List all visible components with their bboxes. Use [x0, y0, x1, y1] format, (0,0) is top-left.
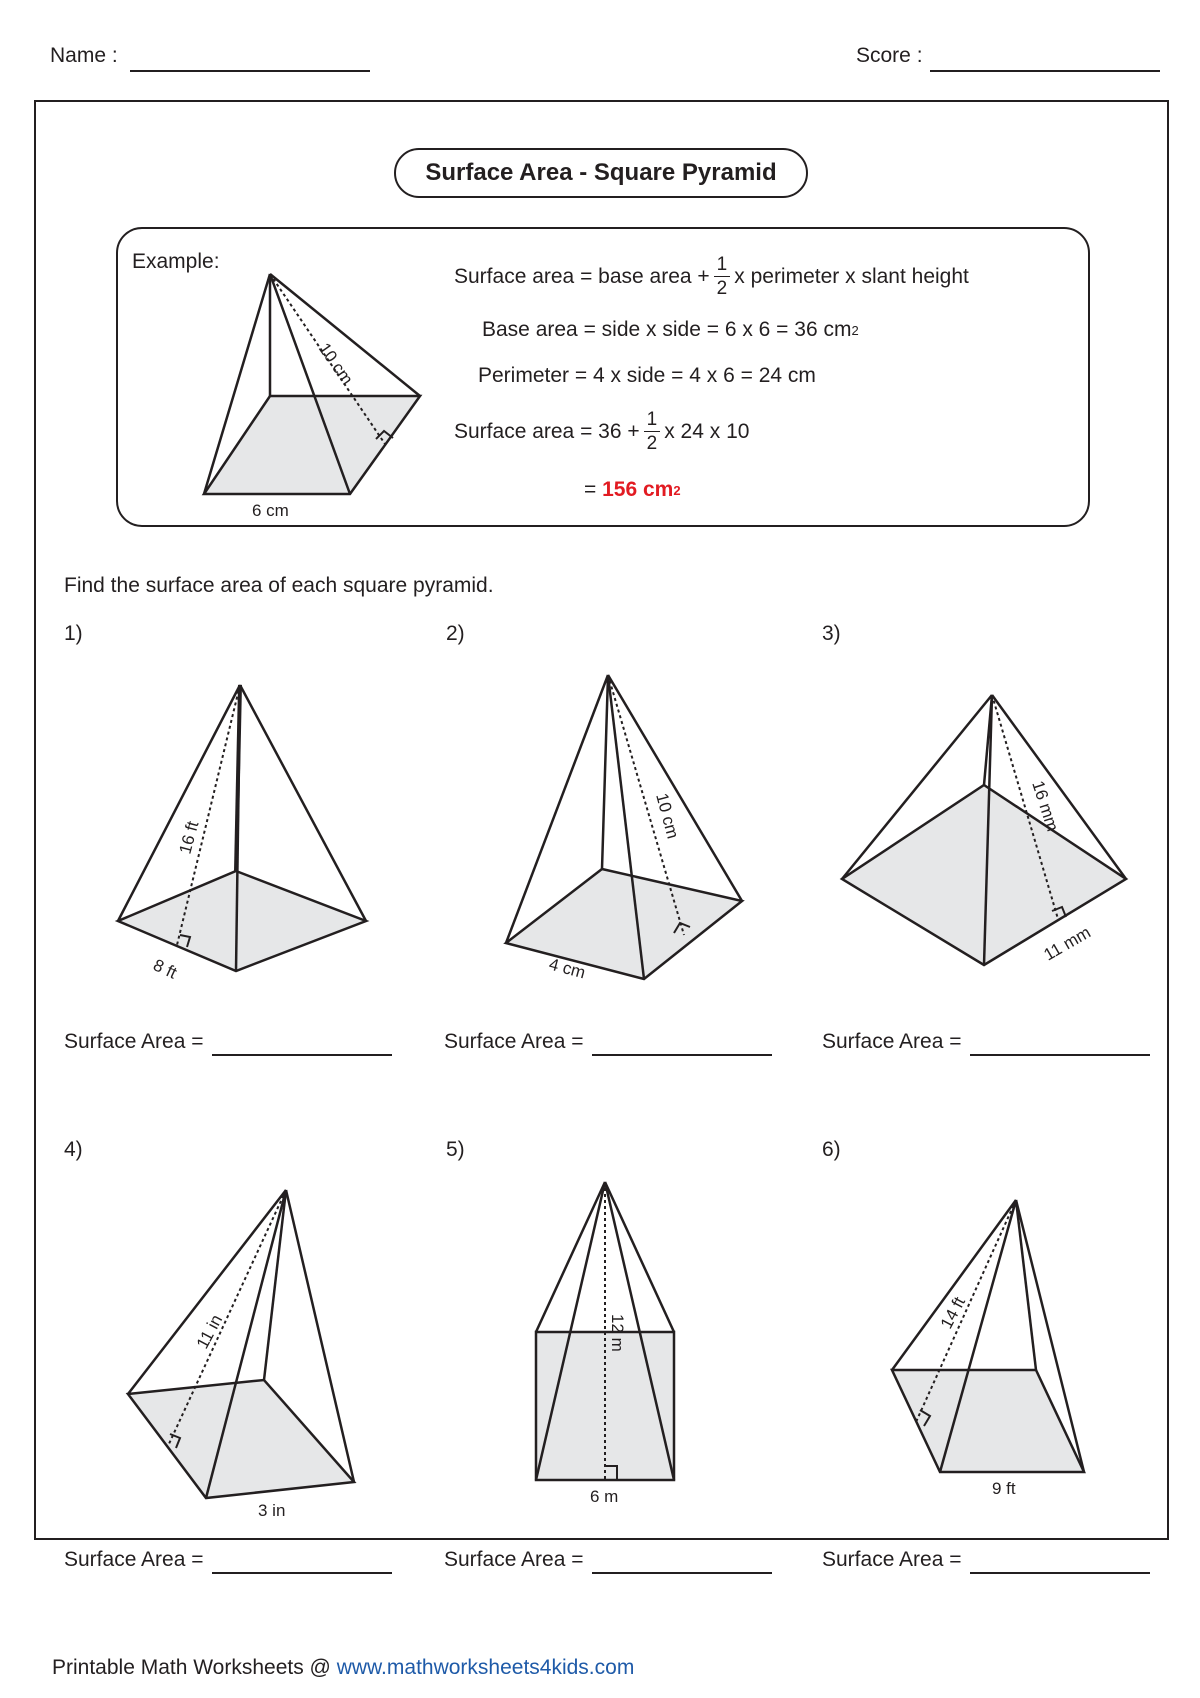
answer-field-6[interactable]: [970, 1572, 1150, 1574]
problem-5-slant-label: 12 m: [608, 1314, 627, 1352]
result-sup: 2: [673, 482, 681, 498]
answer-label-6: Surface Area =: [822, 1548, 962, 1571]
answer-field-3[interactable]: [970, 1054, 1150, 1056]
answer-field-4[interactable]: [212, 1572, 392, 1574]
answer-label-1: Surface Area =: [64, 1030, 204, 1053]
result-row: [584, 478, 681, 502]
answer-label-5: Surface Area =: [444, 1548, 584, 1571]
problem-1-slant-label: 16 ft: [175, 819, 203, 857]
problem-3-figure: [834, 685, 1144, 975]
formula-row: [454, 255, 969, 298]
score-label: Score :: [856, 44, 923, 67]
name-field[interactable]: [130, 70, 370, 72]
example-pyramid-figure: [190, 266, 430, 526]
problem-6-slant-label: 14 ft: [936, 1293, 970, 1332]
result-value: 156 cm: [602, 478, 674, 501]
problem-3-slant-label: 16 mm: [1028, 778, 1063, 834]
problem-6-figure: [884, 1190, 1094, 1510]
problem-4-side-label: 3 in: [258, 1501, 286, 1520]
problem-2-number: 2): [446, 622, 465, 645]
pyramid-base-face: [118, 871, 366, 971]
formula-right: x perimeter x slant height: [734, 264, 969, 288]
problem-5-number: 5): [446, 1138, 465, 1161]
footer: [52, 1656, 634, 1680]
answer-label-4: Surface Area =: [64, 1548, 204, 1571]
answer-field-5[interactable]: [592, 1572, 772, 1574]
score-field[interactable]: [930, 70, 1160, 72]
problem-3-number: 3): [822, 622, 841, 645]
calc-frac-den: 2: [646, 433, 658, 454]
calc-left: Surface area = 36 +: [454, 419, 640, 443]
pyramid-base-face: [128, 1380, 354, 1498]
problem-6-number: 6): [822, 1138, 841, 1161]
perimeter-text: Perimeter = 4 x side = 4 x 6 = 24 cm: [478, 364, 816, 387]
frac-num: 1: [714, 255, 731, 277]
instructions: Find the surface area of each square pyramid.: [64, 574, 494, 597]
calc-frac-num: 1: [644, 410, 661, 432]
title-box: [394, 148, 808, 198]
half-fraction: [714, 255, 731, 298]
answer-label-2: Surface Area =: [444, 1030, 584, 1053]
footer-text: Printable Math Worksheets @: [52, 1656, 337, 1679]
answer-field-2[interactable]: [592, 1054, 772, 1056]
base-area-row: [482, 318, 859, 342]
worksheet-title: Surface Area - Square Pyramid: [425, 159, 777, 186]
problem-1-side-label: 8 ft: [150, 955, 180, 983]
calc-right: x 24 x 10: [664, 419, 750, 443]
problem-5-side-label: 6 m: [590, 1487, 619, 1506]
problem-4-figure: [120, 1180, 380, 1520]
problem-3-side-label: 11 mm: [1040, 922, 1094, 965]
problem-2-slant-label: 10 cm: [652, 791, 683, 841]
example-side-label: 6 cm: [252, 501, 289, 520]
answer-field-1[interactable]: [212, 1054, 392, 1056]
problem-2-side-label: 4 cm: [546, 954, 588, 983]
calc-fraction: [644, 410, 661, 453]
problem-1-figure: [110, 675, 380, 985]
example-label: Example:: [132, 250, 220, 273]
result-equals: =: [584, 478, 597, 501]
answer-label-3: Surface Area =: [822, 1030, 962, 1053]
base-area-text: Base area = side x side = 6 x 6 = 36 cm: [482, 318, 852, 341]
problem-4-slant-label: 11 in: [192, 1311, 227, 1352]
perimeter-row: [478, 364, 816, 388]
pyramid-base-face: [892, 1370, 1084, 1472]
base-area-sup: 2: [851, 322, 859, 338]
formula-left: Surface area = base area +: [454, 264, 710, 288]
problem-4-number: 4): [64, 1138, 83, 1161]
pyramid-base-face: [506, 869, 742, 979]
problem-2-figure: [494, 665, 764, 995]
example-base-face: [204, 396, 420, 494]
problem-6-side-label: 9 ft: [992, 1479, 1016, 1498]
name-label: Name :: [50, 44, 118, 67]
problem-5-figure: [526, 1172, 686, 1512]
problem-1-number: 1): [64, 622, 83, 645]
footer-link[interactable]: www.mathworksheets4kids.com: [336, 1656, 635, 1679]
frac-den: 2: [716, 278, 728, 299]
calc-row: [454, 410, 749, 453]
example-slant-label: 10 cm: [314, 339, 357, 389]
